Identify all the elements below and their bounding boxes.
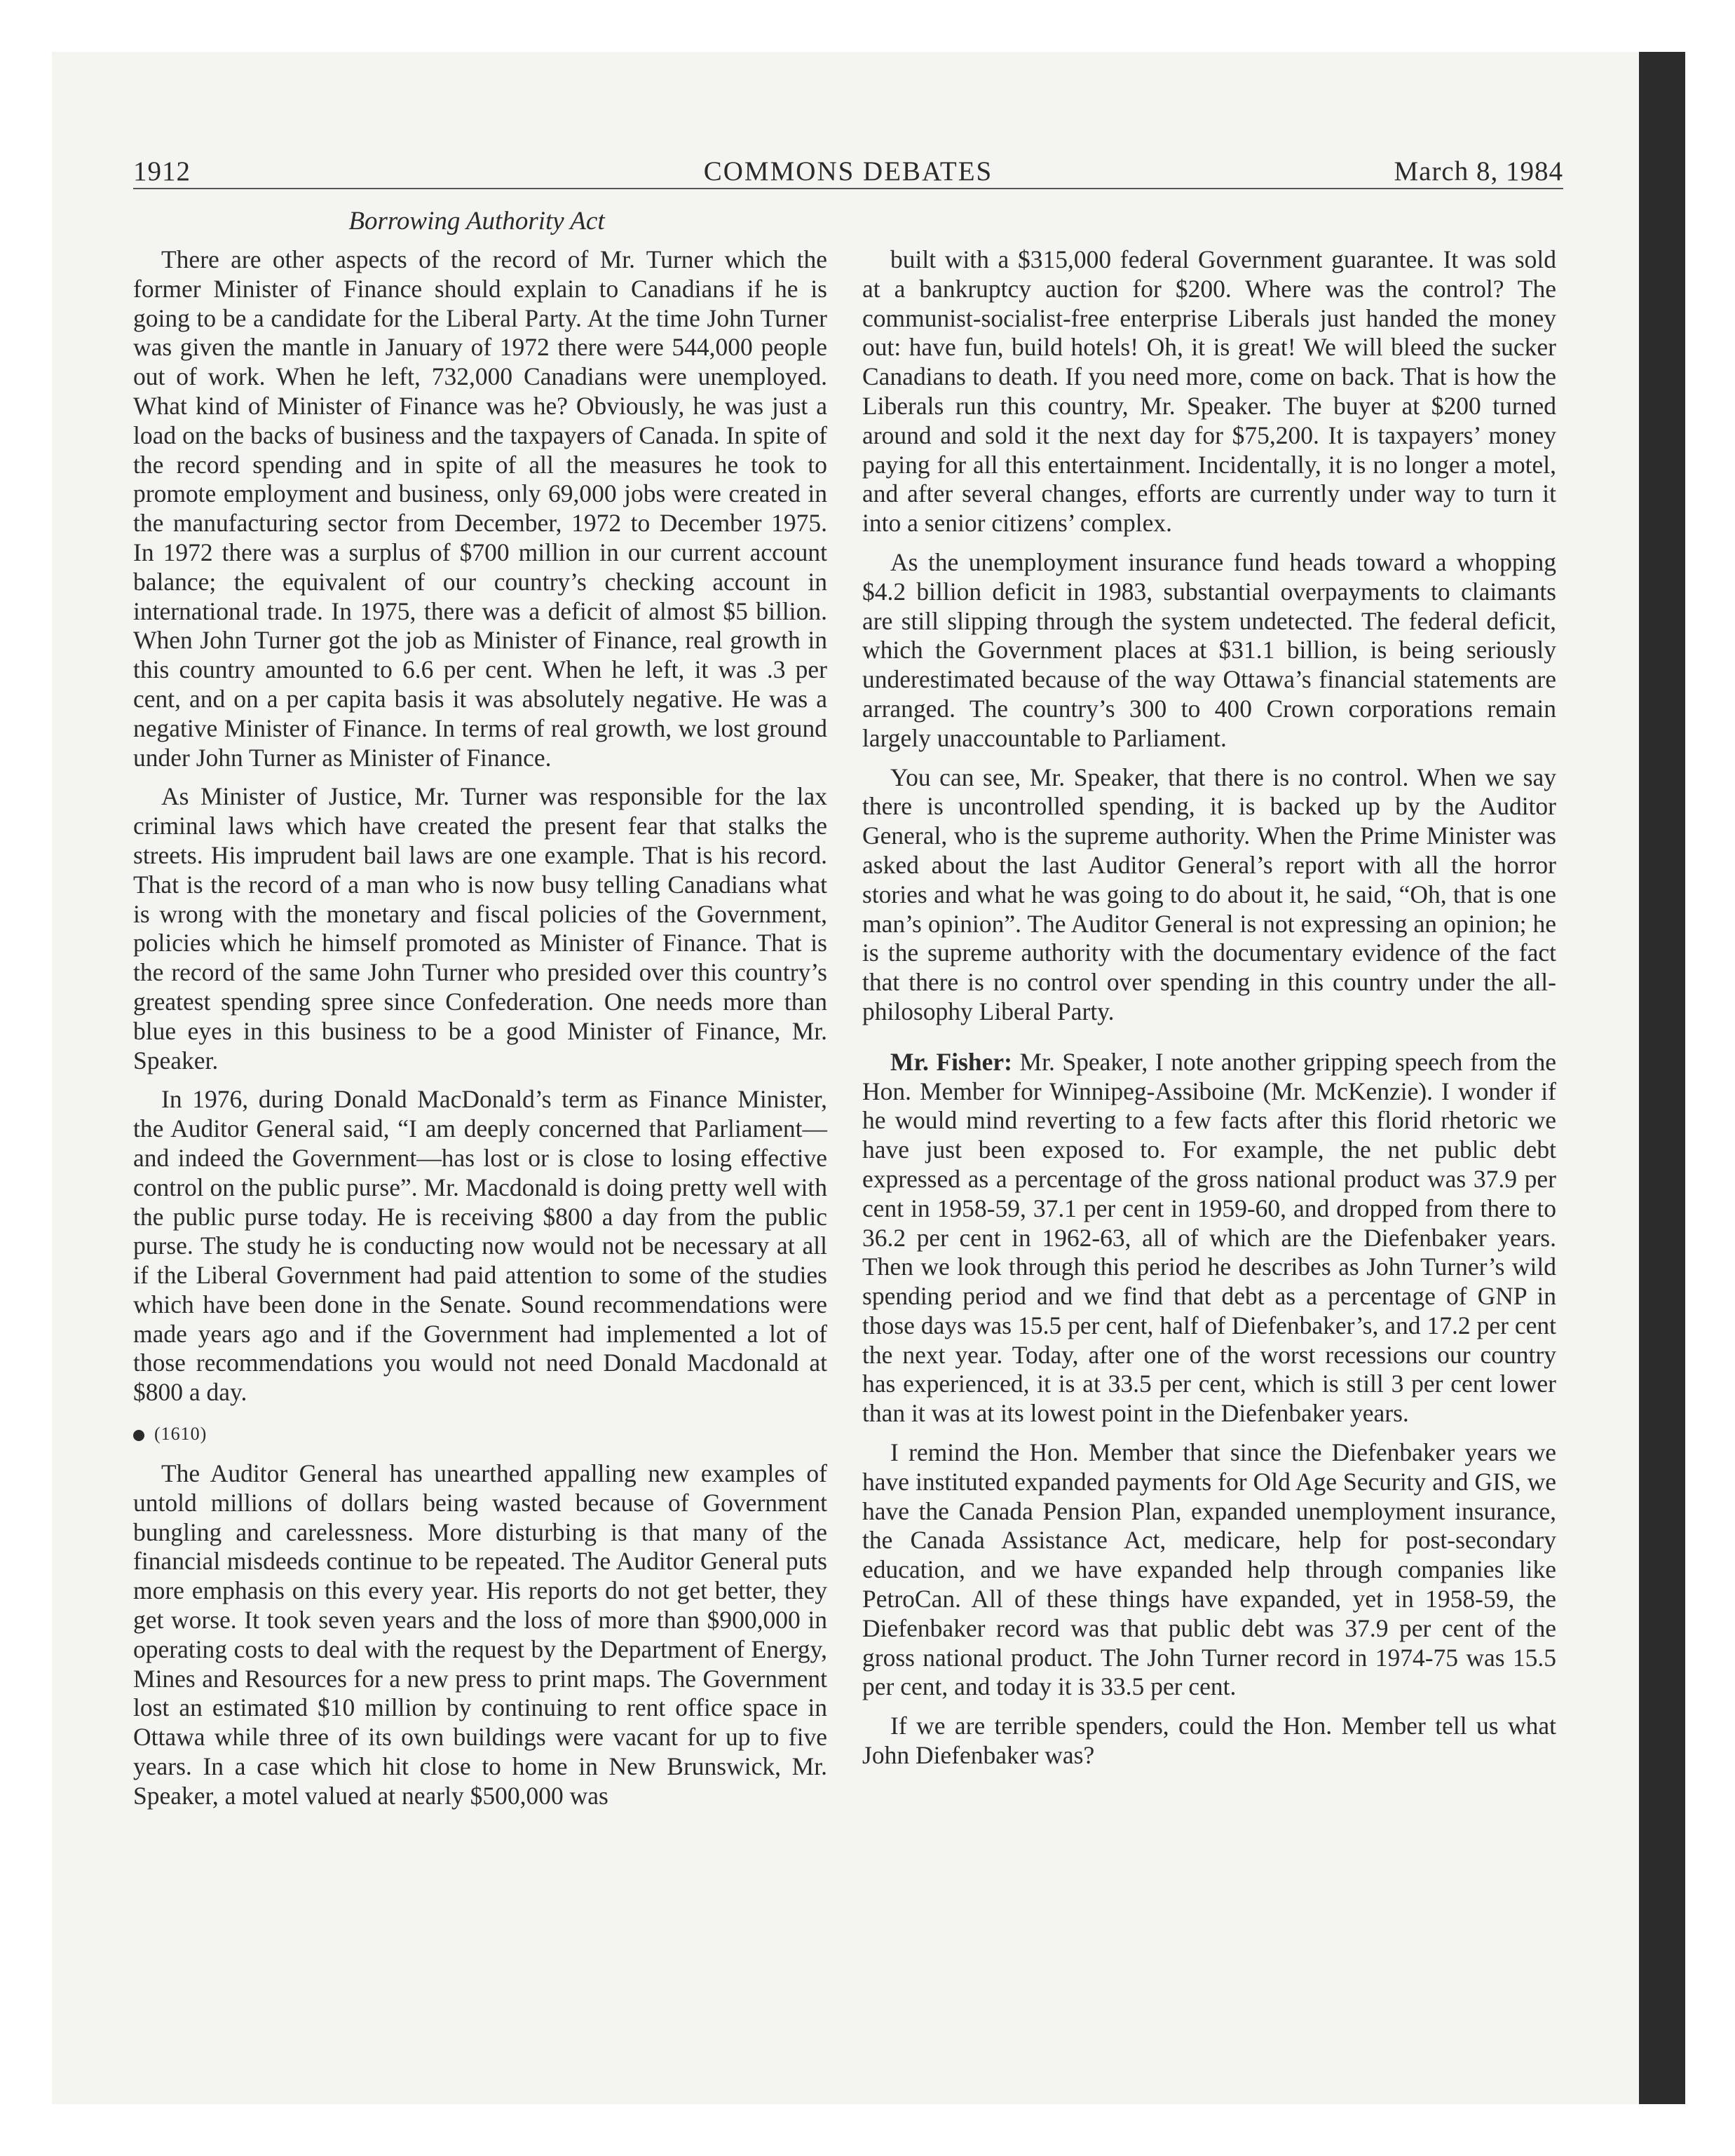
time-marker-text: (1610) xyxy=(154,1424,207,1445)
paragraph: In 1976, during Donald MacDonald’s term as Finance Minister, the Auditor General said, “I am deeply concerned that Parliament—and indeed the Government—has lost or is close to losing effective control on the public purse”. Mr. Macdonald is doing pretty well with the public purse today. He is receiving $800 a day from the public purse. The study he is conducting now would not be necessary at all if the Liberal Government had paid attention to some of the studies which have been done in the Senate. Sound recommendations were made years ago and if the Government had implemented a lot of those recommendations you would not need Donald Macdonald at $800 a day. xyxy=(133,1085,827,1407)
page-date: March 8, 1984 xyxy=(1394,156,1563,186)
speaker-name: Mr. Fisher: xyxy=(890,1047,1012,1076)
header-rule xyxy=(133,188,1563,189)
paragraph: The Auditor General has unearthed appalling new examples of untold millions of dollars being wasted because of Government bungling and carelessness. More disturbing is that many of the financial misdeeds continue to be repeated. The Auditor General puts more emphasis on this every year. His reports do not get better, they get worse. It took seven years and the loss of more than $900,000 in operating costs to deal with the request by the Department of Energy, Mines and Resources for a new press to print maps. The Government lost an estimated $10 million by continuing to rent office space in Ottawa while three of its own buildings were vacant for up to five years. In a case which hit close to home in New Brunswick, Mr. Speaker, a motel valued at nearly $500,000 was xyxy=(133,1459,827,1810)
paragraph: built with a $315,000 federal Government guarantee. It was sold at a bankruptcy auction for $200. Where was the control? The communist-socialist-free enterprise Liberals just handed the money out: have fun, build hotels! Oh, it is great! We will bleed the sucker Canadians to death. If you need more, come on back. That is how the Liberals run this country, Mr. Speaker. The buyer at $200 turned around and sold it the next day for $75,200. It is taxpayers’ money paying for all this entertainment. Incidentally, it is no longer a motel, and after several changes, efforts are currently under way to turn it into a senior citizens’ complex. xyxy=(862,245,1556,538)
speaker-paragraph xyxy=(862,1048,1556,1428)
left-column xyxy=(133,245,827,1821)
paragraph: As Minister of Justice, Mr. Turner was responsible for the lax criminal laws which have created the present fear that stalks the streets. His imprudent bail laws are one example. That is his record. That is the record of a man who is now busy telling Canadians what is wrong with the monetary and fiscal policies of the Government, policies which he himself promoted as Minister of Finance. That is the record of the same John Turner who presided over this country’s greatest spending spree since Confederation. One needs more than blue eyes in this business to be a good Minister of Finance, Mr. Speaker. xyxy=(133,782,827,1074)
page-number: 1912 xyxy=(133,156,191,186)
paragraph: If we are terrible spenders, could the Hon. Member tell us what John Diefenbaker was? xyxy=(862,1712,1556,1770)
page-header xyxy=(133,156,1563,198)
speaker-text: Mr. Speaker, I note another gripping speech from the Hon. Member for Winnipeg-Assiboine (Mr. McKenzie). I wonder if he would mind reverting to a few facts after this florid rhetoric we have just been exposed to. For example, the net public debt expressed as a percentage of the gross national product was 37.9 per cent in 1958-59, 37.1 per cent in 1959-60, and dropped from there to 36.2 per cent in 1962-63, all of which are the Diefenbaker years. Then we look through this period he describes as John Turner’s wild spending period and we find that debt as a percentage of GNP in those days was 15.5 per cent, half of Diefenbaker’s, and 17.2 per cent the next year. Today, after one of the worst recessions our country has experienced, it is at 33.5 per cent, which is still 3 per cent lower than it was at its lowest point in the Diefenbaker years. xyxy=(862,1047,1556,1428)
page-edge-shadow xyxy=(1639,52,1685,2104)
paragraph: As the unemployment insurance fund heads toward a whopping $4.2 billion deficit in 1983, substantial overpayments to claimants are still slipping through the system undetected. The federal deficit, which the Government places at $31.1 billion, is being seriously underestimated because of the way Ottawa’s financial statements are arranged. The country’s 300 to 400 Crown corporations remain largely unaccountable to Parliament. xyxy=(862,547,1556,752)
journal-title: COMMONS DEBATES xyxy=(703,156,993,186)
paragraph: I remind the Hon. Member that since the Diefenbaker years we have instituted expanded payments for Old Age Security and GIS, we have the Canada Pension Plan, expanded unemployment insurance, the Canada Assistance Act, medicare, help for post-secondary education, and we have expanded help through companies like PetroCan. All of these things have expanded, yet in 1958-59, the Diefenbaker record was that public debt was 37.9 per cent of the gross national product. The John Turner record in 1974-75 was 15.5 per cent, and today it is 33.5 per cent. xyxy=(862,1438,1556,1701)
bullet-icon xyxy=(133,1430,144,1441)
paragraph: There are other aspects of the record of Mr. Turner which the former Minister of Finance should explain to Canadians if he is going to be a candidate for the Liberal Party. At the time John Turner was given the mantle in January of 1972 there were 544,000 people out of work. When he left, 732,000 Canadians were unemployed. What kind of Minister of Finance was he? Obviously, he was just a load on the backs of business and the taxpayers of Canada. In spite of the record spending and in spite of all the measures he took to promote employment and business, only 69,000 jobs were created in the manufacturing sector from December, 1972 to December 1975. In 1972 there was a surplus of $700 million in our current account balance; the equivalent of our country’s checking account in international trade. In 1975, there was a deficit of almost $5 billion. When John Turner got the job as Minister of Finance, real growth in this country amounted to 6.6 per cent. When he left, it was .3 per cent, and on a per capita basis it was absolutely negative. He was a negative Minister of Finance. In terms of real growth, we lost ground under John Turner as Minister of Finance. xyxy=(133,245,827,772)
section-title: Borrowing Authority Act xyxy=(348,207,605,236)
time-marker xyxy=(133,1420,827,1448)
right-column xyxy=(862,245,1556,1780)
paragraph: You can see, Mr. Speaker, that there is no control. When we say there is uncontrolled spending, it is backed up by the Auditor General, who is the supreme authority. When the Prime Minister was asked about the last Auditor General’s report with all the horror stories and what he was going to do about it, he said, “Oh, that is one man’s opinion”. The Auditor General is not expressing an opinion; he is the supreme authority with the documentary evidence of the fact that there is no control over spending in this country under the all-philosophy Liberal Party. xyxy=(862,763,1556,1025)
